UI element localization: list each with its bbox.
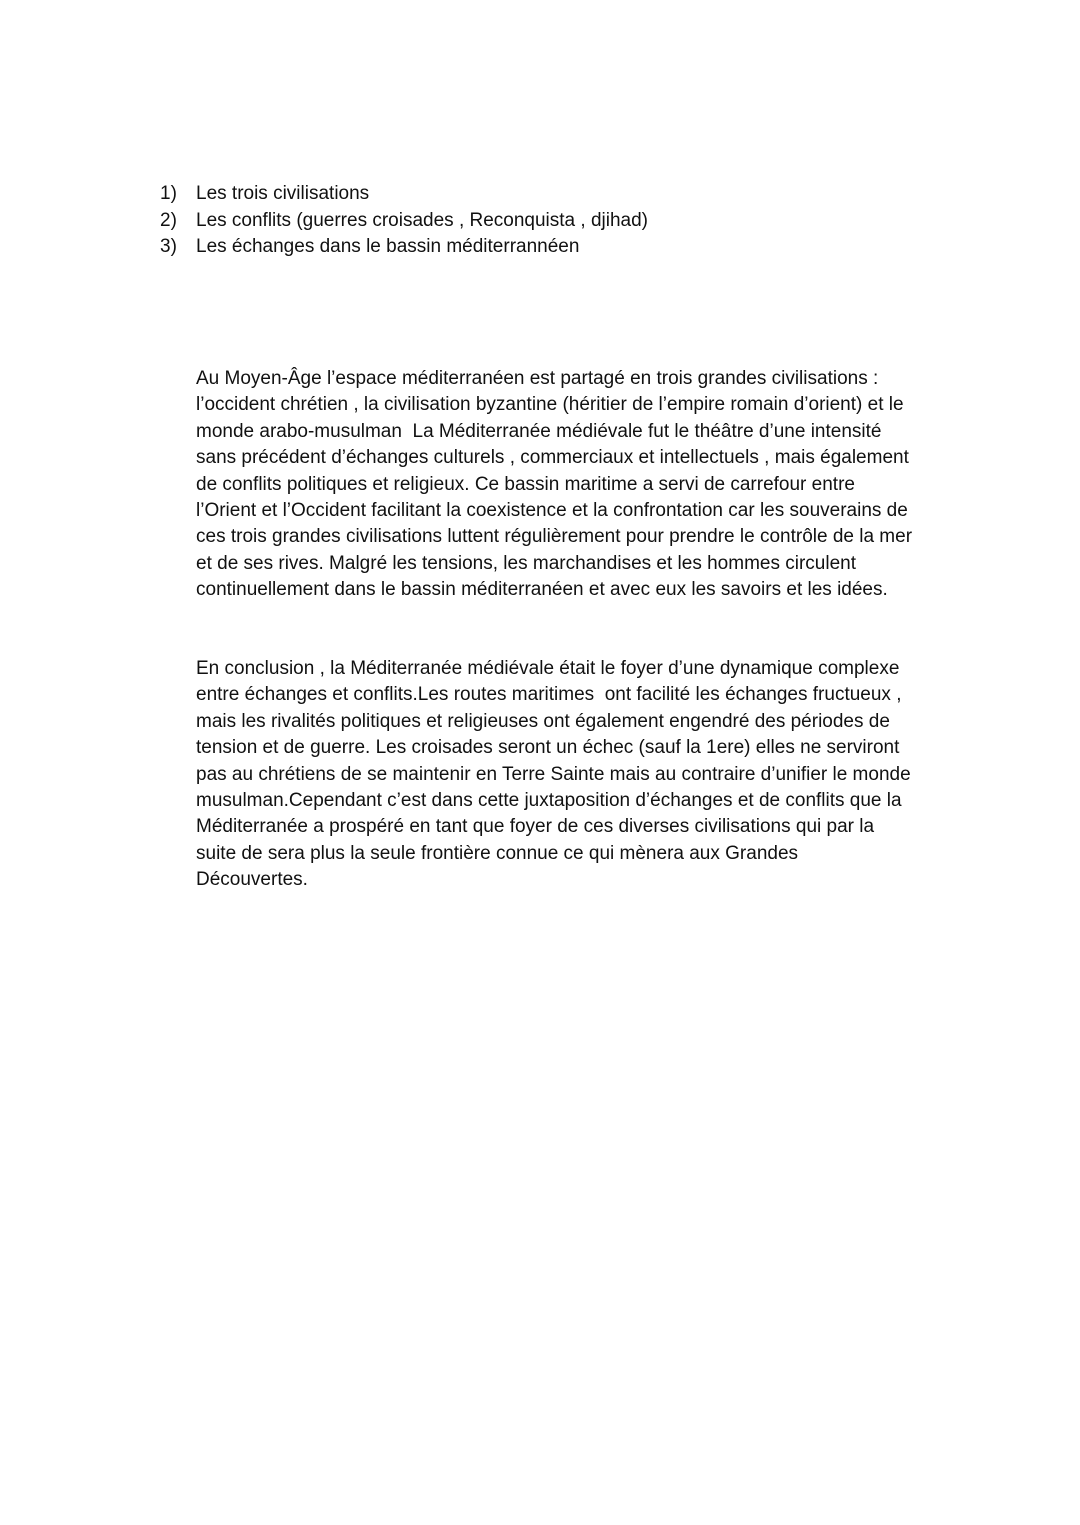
paragraph-line: Découvertes. [196,869,308,891]
paragraph-line: tension et de guerre. Les croisades seront un échec (sauf la 1ere) elles ne serviront [196,737,900,759]
conclusion-paragraph [196,656,911,894]
paragraph-line: Méditerranée a prospéré en tant que foyer de ces diverses civilisations qui par la [196,816,875,838]
introduction-paragraph [196,366,912,604]
outline-item [160,234,648,261]
paragraph-line: entre échanges et conflits.Les routes maritimes ont facilité les échanges fructueux , [196,684,902,706]
item-number: 2) [160,209,177,231]
paragraph-line: et de ses rives. Malgré les tensions, les marchandises et les hommes circulent [196,552,856,574]
item-text: Les échanges dans le bassin méditerrannéen [196,236,580,257]
paragraph-line: Au Moyen-Âge l’espace méditerranéen est partagé en trois grandes civilisations : [196,368,879,389]
paragraph-line: de conflits politiques et religieux. Ce bassin maritime a servi de carrefour entre [196,473,855,495]
paragraph-line: mais les rivalités politiques et religieuses ont également engendré des périodes de [196,710,890,732]
paragraph-line: continuellement dans le bassin méditerranéen et avec eux les savoirs et les idées. [196,579,888,601]
item-text: Les conflits (guerres croisades , Reconquista , djihad) [196,209,649,231]
outline-item [160,181,648,208]
paragraph-line: l’occident chrétien , la civilisation byzantine (héritier de l’empire romain d’orient) et le [196,394,904,416]
item-number: 1) [160,183,177,204]
outline-list [160,181,648,261]
paragraph-line: sans précédent d’échanges culturels , commerciaux et intellectuels , mais également [196,447,909,469]
item-number: 3) [160,236,177,257]
paragraph-line: musulman.Cependant c’est dans cette juxtaposition d’échanges et de conflits que la [196,789,902,811]
paragraph-line: l’Orient et l’Occident facilitant la coexistence et la confrontation car les souverains de [196,499,908,521]
paragraph-line: pas au chrétiens de se maintenir en Terre Sainte mais au contraire d’unifier le monde [196,763,911,785]
paragraph-line: En conclusion , la Méditerranée médiévale était le foyer d’une dynamique complexe [196,658,900,679]
paragraph-line: monde arabo-musulman La Méditerranée médiévale fut le théâtre d’une intensité [196,420,882,442]
paragraph-line: ces trois grandes civilisations luttent régulièrement pour prendre le contrôle de la mer [196,526,913,548]
paragraph-line: suite de sera plus la seule frontière connue ce qui mènera aux Grandes [196,842,799,864]
outline-item [160,208,648,235]
item-text: Les trois civilisations [196,183,370,204]
